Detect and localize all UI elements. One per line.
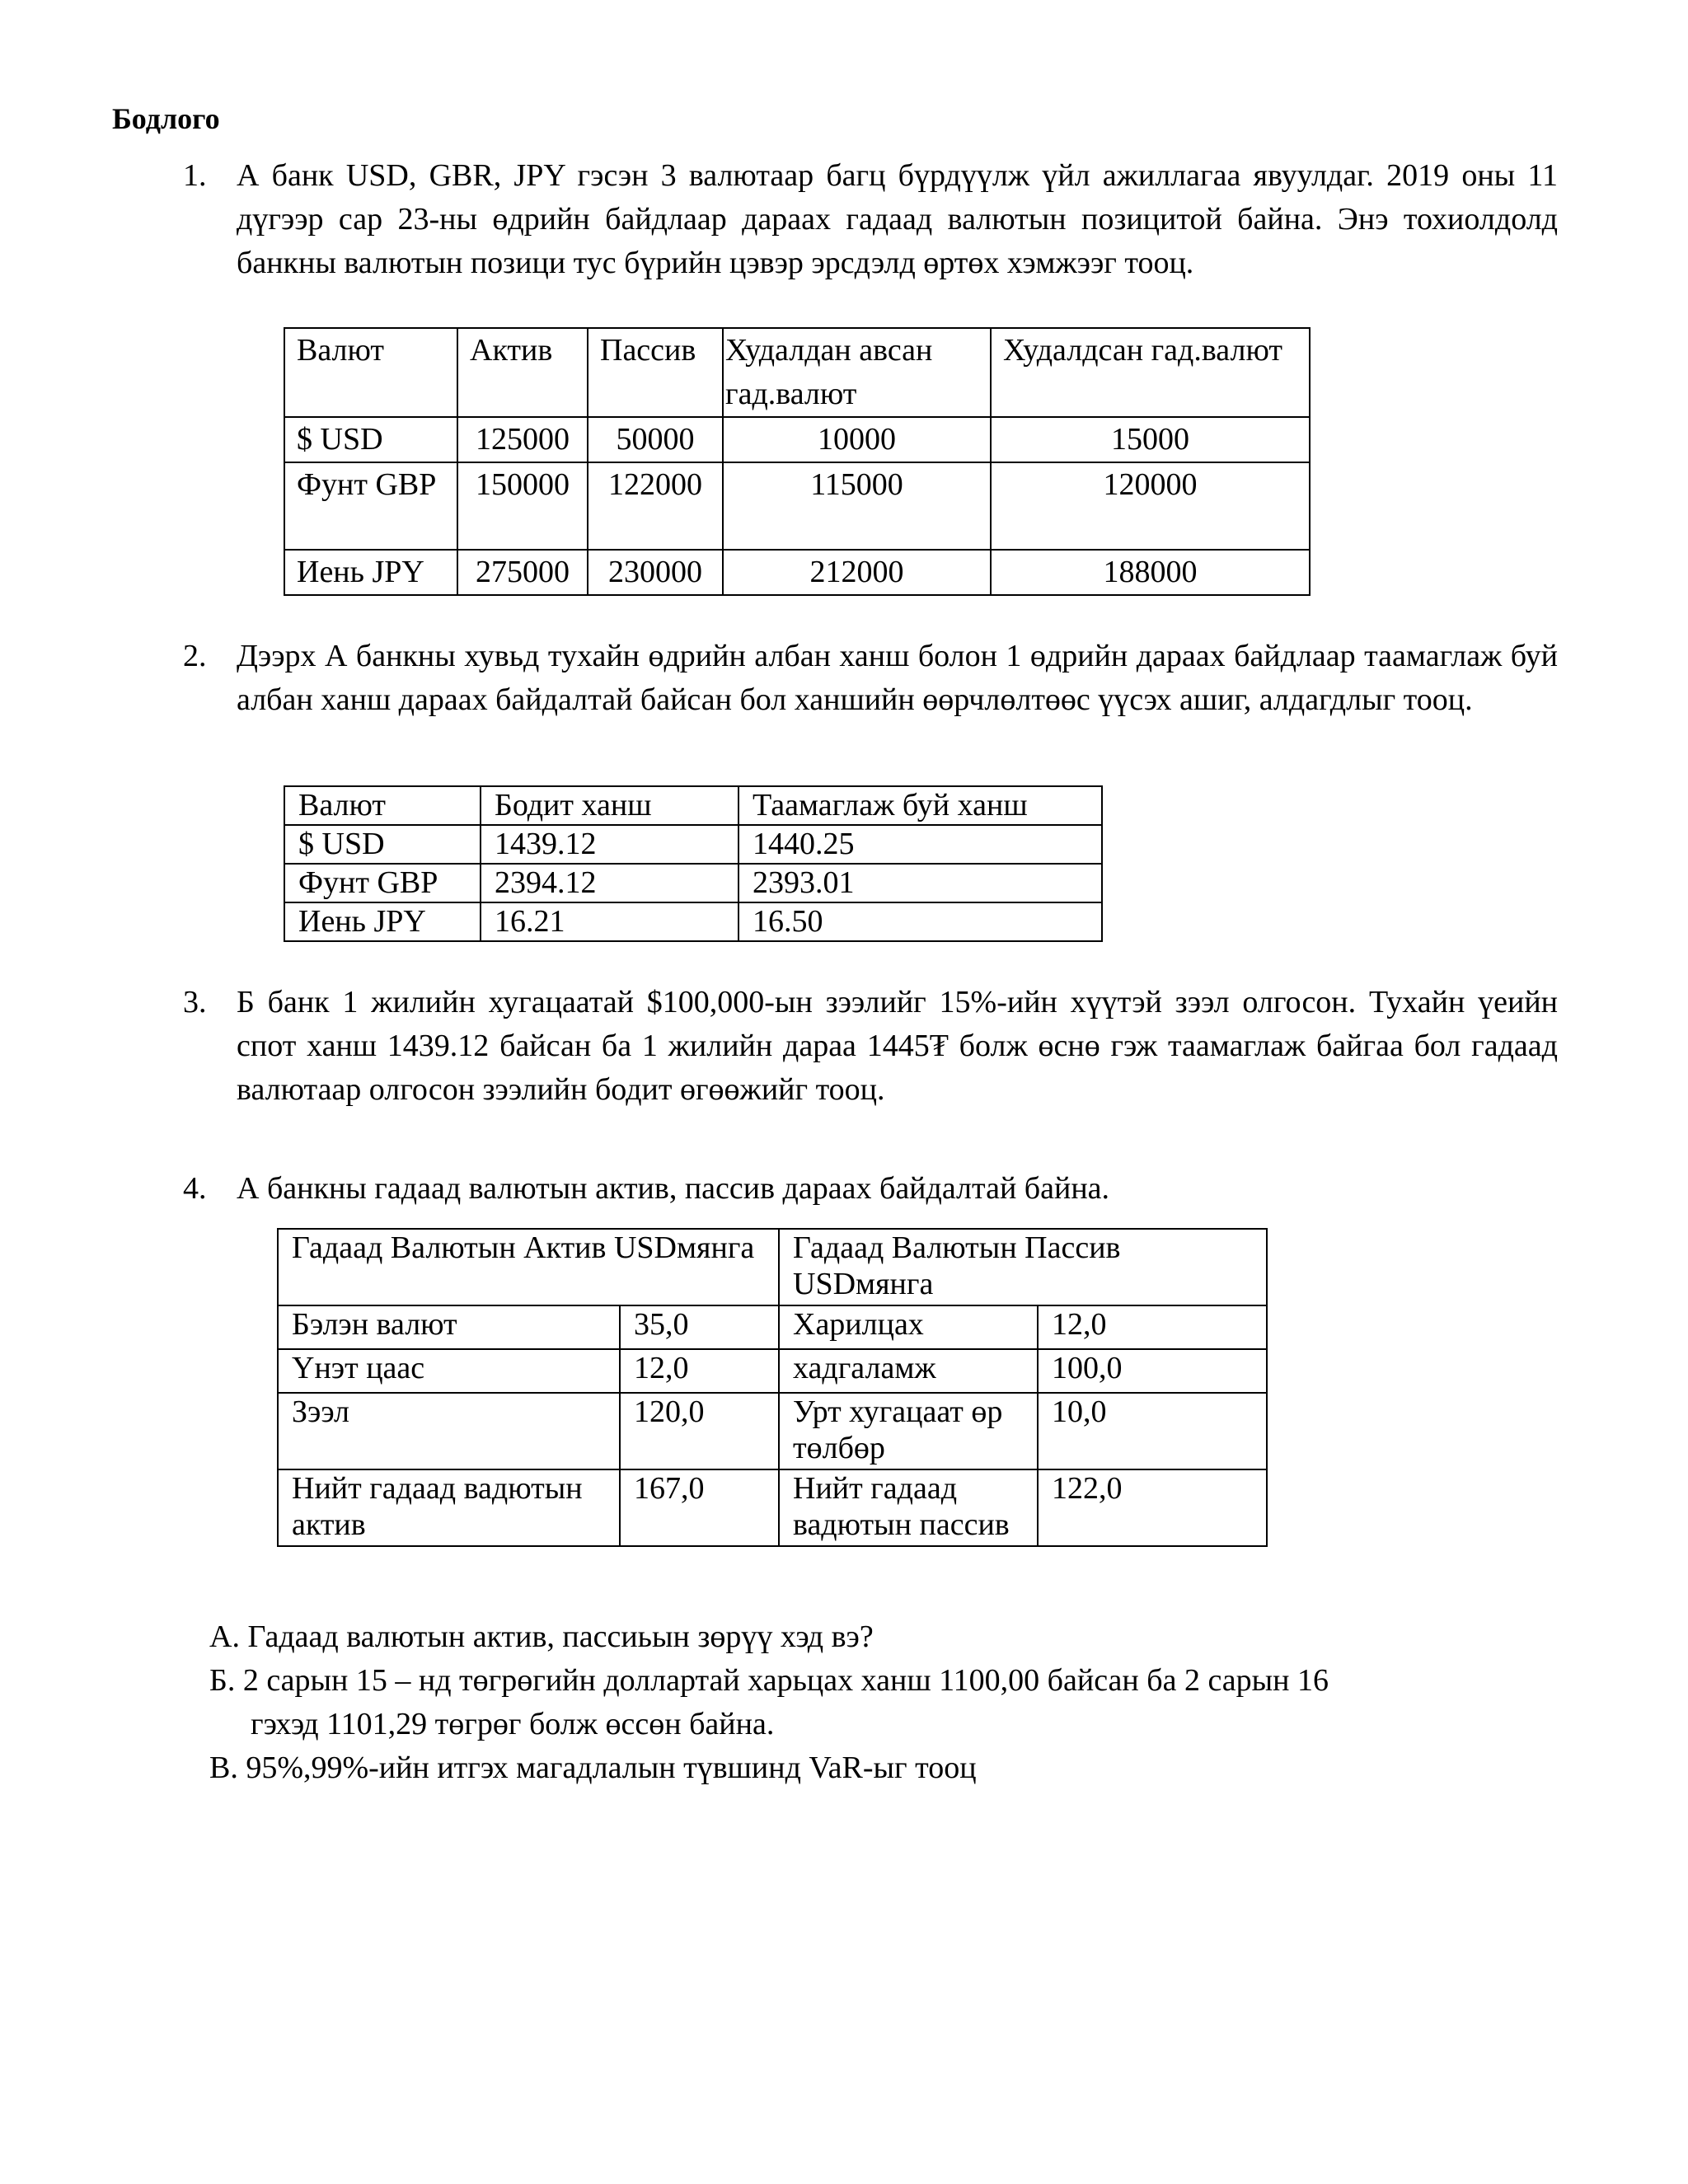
fx-balance-table	[277, 1228, 1268, 1547]
table-cell: Нийт гадаад вадютын пассив	[779, 1469, 1038, 1546]
table-cell: 188000	[991, 550, 1310, 595]
table-cell: 1439.12	[481, 825, 738, 864]
table-header: Валют	[284, 786, 481, 825]
problem-1	[185, 154, 1558, 285]
table-row	[278, 1349, 1267, 1393]
table-cell: 16.50	[738, 902, 1102, 941]
table-row	[284, 550, 1310, 595]
table-cell: 12,0	[1038, 1305, 1267, 1349]
problem-number: 1.	[183, 158, 207, 193]
table-header-row	[278, 1229, 1267, 1305]
problem-number: 3.	[183, 985, 207, 1019]
table-cell: хадгаламж	[779, 1349, 1038, 1393]
table-cell: 275000	[457, 550, 588, 595]
table-cell: 115000	[723, 462, 991, 550]
table-header: Худалдан авсан гад.валют	[723, 328, 991, 417]
table-cell: 16.21	[481, 902, 738, 941]
table-cell: 1440.25	[738, 825, 1102, 864]
table-cell: $ USD	[284, 417, 457, 462]
table-cell: Урт хугацаат өр төлбөр	[779, 1393, 1038, 1469]
problem-number: 4.	[183, 1171, 207, 1206]
table-cell: Зээл	[278, 1393, 620, 1469]
currency-position-table	[284, 327, 1311, 596]
question-text: Б. 2 сарын 15 – нд төгрөгийн доллартай харьцах ханш 1100,00 байсан ба 2 сарын 16	[209, 1663, 1329, 1698]
table-cell: 10000	[723, 417, 991, 462]
problem-3	[185, 981, 1558, 1112]
table-row	[284, 417, 1310, 462]
question-b	[209, 1659, 1446, 1746]
table-row	[284, 902, 1102, 941]
table-cell: 100,0	[1038, 1349, 1267, 1393]
problem-text: А банкны гадаад валютын актив, пассив дараах байдалтай байна.	[237, 1171, 1110, 1206]
problem-text: Б банк 1 жилийн хугацаатай $100,000-ын зээлийг 15%-ийн хүүтэй зээл олгосон. Тухайн үеийн спот ханш 1439.12 байсан ба 1 жилийн дараа 1445₮ болж өснө гэж таамаглаж байгаа бол гадаад валютаар олгосон зээлийн бодит өгөөжийг тооц.	[237, 985, 1558, 1107]
table-cell: 10,0	[1038, 1393, 1267, 1469]
table-header: Актив	[457, 328, 588, 417]
question-c	[209, 1746, 1446, 1790]
table-cell: $ USD	[284, 825, 481, 864]
table-header: Валют	[284, 328, 457, 417]
liabilities-header: Гадаад Валютын Пассив USDмянга	[779, 1229, 1267, 1305]
table-row	[284, 462, 1310, 550]
table-header: Пассив	[588, 328, 723, 417]
table-cell: 2393.01	[738, 864, 1102, 902]
table-cell: 12,0	[620, 1349, 779, 1393]
question-a	[209, 1615, 1446, 1659]
table-cell: Үнэт цаас	[278, 1349, 620, 1393]
table-cell: Фунт GBP	[284, 462, 457, 550]
table-cell: 120000	[991, 462, 1310, 550]
table-cell: Харилцах	[779, 1305, 1038, 1349]
table-cell: 120,0	[620, 1393, 779, 1469]
problem-4	[185, 1167, 1558, 1211]
page-heading: Бодлого	[112, 102, 220, 135]
table-cell: Нийт гадаад вадютын актив	[278, 1469, 620, 1546]
table-cell: 122,0	[1038, 1469, 1267, 1546]
table-cell: Иень JPY	[284, 902, 481, 941]
question-text: В. 95%,99%-ийн итгэх магадлалын түвшинд VaR-ыг тооц	[209, 1750, 977, 1785]
table-header: Худалдсан гад.валют	[991, 328, 1310, 417]
table-cell: 125000	[457, 417, 588, 462]
problem-number: 2.	[183, 639, 207, 673]
table-row	[278, 1393, 1267, 1469]
table-header-row	[284, 328, 1310, 417]
table-cell: 35,0	[620, 1305, 779, 1349]
table-row	[284, 825, 1102, 864]
table-cell: 2394.12	[481, 864, 738, 902]
question-text: А. Гадаад валютын актив, пассиьын зөрүү хэд вэ?	[209, 1619, 874, 1654]
question-continuation: гэхэд 1101,29 төгрөг болж өссөн байна.	[251, 1707, 775, 1741]
table-header-row	[284, 786, 1102, 825]
problem-text: Дээрх А банкны хувьд тухайн өдрийн албан ханш болон 1 өдрийн дараах байдлаар таамаглаж буй албан ханш дараах байдалтай байсан бол ханшийн өөрчлөлтөөс үүсэх ашиг, алдагдлыг тооц.	[237, 639, 1558, 717]
table-cell: 122000	[588, 462, 723, 550]
table-cell: Бэлэн валют	[278, 1305, 620, 1349]
table-cell: Иень JPY	[284, 550, 457, 595]
table-cell: 150000	[457, 462, 588, 550]
table-cell: Фунт GBP	[284, 864, 481, 902]
problem-text: А банк USD, GBR, JPY гэсэн 3 валютаар багц бүрдүүлж үйл ажиллагаа явуулдаг. 2019 оны 11 дүгээр сар 23-ны өдрийн байдлаар дараах гадаад валютын позицитой байна. Энэ тохиолдолд банкны валютын позици тус бүрийн цэвэр эрсдэлд өртөх хэмжээг тооц.	[237, 158, 1558, 280]
exchange-rate-table	[284, 785, 1103, 942]
table-cell: 167,0	[620, 1469, 779, 1546]
table-row	[278, 1305, 1267, 1349]
table-cell: 15000	[991, 417, 1310, 462]
table-cell: 50000	[588, 417, 723, 462]
table-header: Бодит ханш	[481, 786, 738, 825]
table-cell: 230000	[588, 550, 723, 595]
problem-2	[185, 635, 1558, 722]
assets-header: Гадаад Валютын Актив USDмянга	[278, 1229, 779, 1305]
table-row	[278, 1469, 1267, 1546]
table-header: Таамаглаж буй ханш	[738, 786, 1102, 825]
table-cell: 212000	[723, 550, 991, 595]
table-row	[284, 864, 1102, 902]
